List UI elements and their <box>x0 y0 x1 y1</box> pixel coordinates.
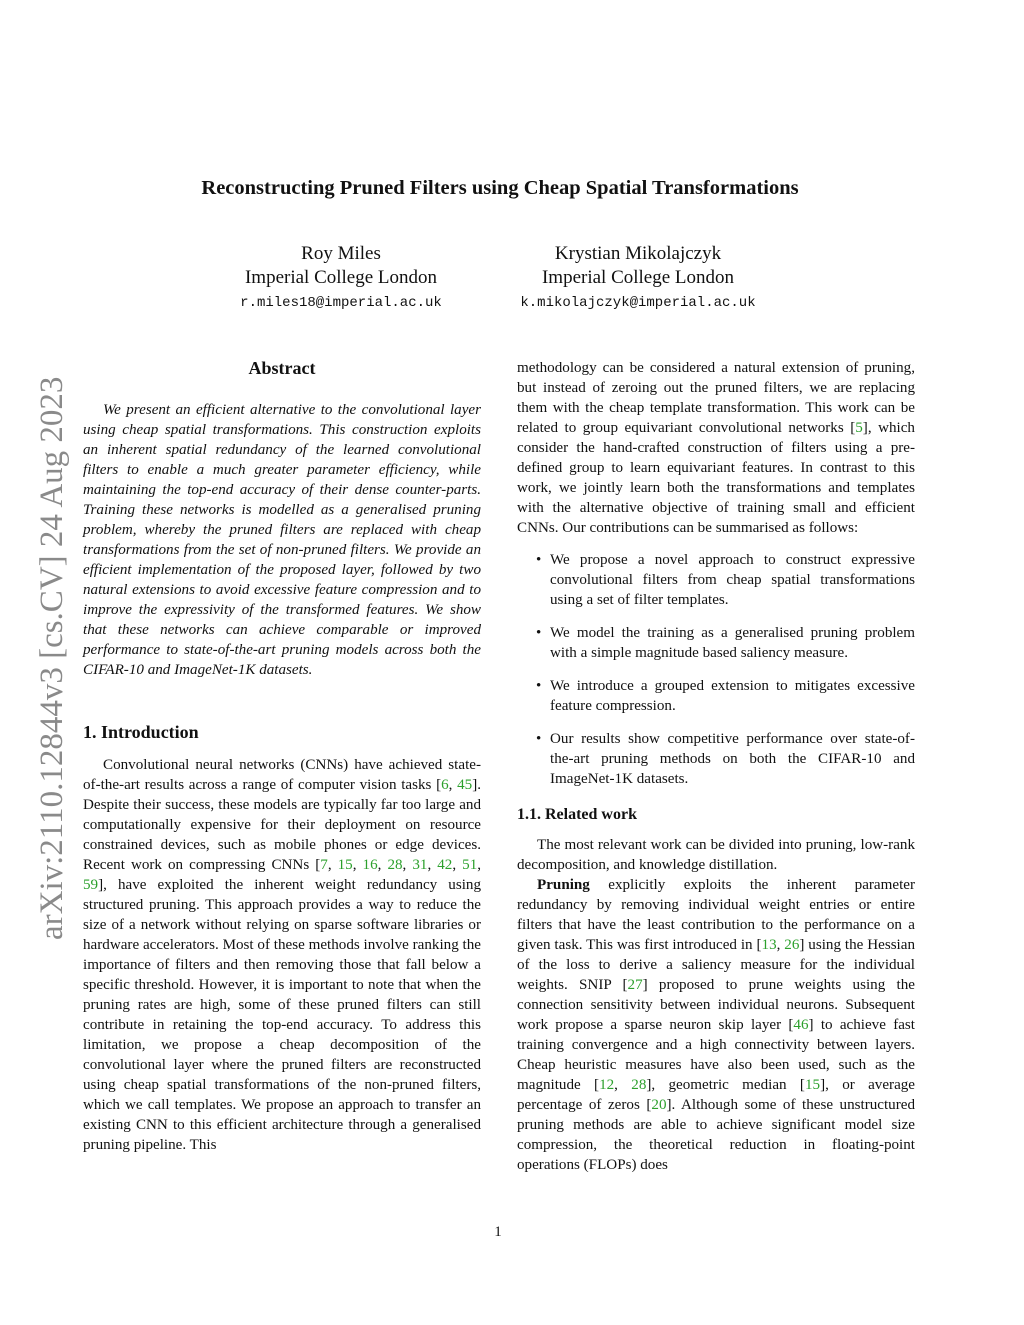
citation-link[interactable]: 27 <box>627 977 643 993</box>
citation-link[interactable]: 7 <box>320 857 328 873</box>
bullet-icon: • <box>536 625 542 641</box>
author-email: r.miles18@imperial.ac.uk <box>240 295 442 311</box>
citation-link[interactable]: 51 <box>462 857 478 873</box>
author-name: Roy Miles <box>301 243 381 264</box>
author-institution: Imperial College London <box>244 267 438 288</box>
right-column <box>517 358 915 1175</box>
citation-link[interactable]: 42 <box>437 857 453 873</box>
author-email: k.mikolajczyk@imperial.ac.uk <box>520 295 756 311</box>
citation-link[interactable]: 28 <box>631 1077 647 1093</box>
list-item: • We introduce a grouped extension to mitigates excessive feature compression. <box>536 678 915 714</box>
bullet-icon: • <box>536 552 542 568</box>
section-heading-introduction: 1. Introduction <box>83 722 199 742</box>
intro-continuation: methodology can be considered a natural extension of pruning, but instead of zeroing out the pruned filters, we are replacing them with the cheap template transformation. This work can be related to group equivariant convolutional networks [5], which consider the hand-crafted construction of filters using a pre-defined group to learn equivariant features. In contrast to this work, we jointly learn both the transformations and templates with the alternative objective of training small and efficient CNNs. Our contributions can be summarised as follows: <box>517 360 915 536</box>
list-item: • Our results show competitive performance over state-of-the-art pruning methods on both the CIFAR-10 and ImageNet-1K datasets. <box>536 731 915 787</box>
paper-title: Reconstructing Pruned Filters using Cheap Spatial Transformations <box>201 177 799 199</box>
author-institution: Imperial College London <box>541 267 735 288</box>
left-column <box>83 356 481 1155</box>
citation-link[interactable]: 28 <box>387 857 403 873</box>
citation-link[interactable]: 6 <box>441 777 449 793</box>
citation-link[interactable]: 5 <box>855 420 863 436</box>
intro-paragraph: Convolutional neural networks (CNNs) have achieved state-of-the-art results across a range of computer vision tasks [6, 45]. Despite their success, these models are typically far too large and computationally expensive for their deployment on resource constrained devices, such as mobile phones or edge devices. Recent work on compressing CNNs [7, 15, 16, 28, 31, 42, 51, 59], have exploited the inherent weight redundancy using structured pruning. This approach provides a way to reduce the size of a network without relying on sparse software libraries or hardware accelerators. Most of these methods involve ranking the importance of filters and then removing those that fall below a specific threshold. However, it is important to note that when the pruning rates are high, some of these pruned filters can still contribute in retaining the top-end accuracy. To address this limitation, we propose a cheap decomposition of the convolutional layer where the pruned filters are reconstructed using cheap spatial transformations of the non-pruned filters, which we call templates. We propose an approach to transfer an existing CNN to this efficient architecture through a generalised pruning pipeline. This <box>83 757 482 1153</box>
list-item: • We propose a novel approach to construct expressive convolutional filters from cheap spatial transformations using a set of filter templates. <box>536 552 915 608</box>
author-name: Krystian Mikolajczyk <box>554 243 722 264</box>
citation-link[interactable]: 16 <box>362 857 378 873</box>
list-item: • We model the training as a generalised pruning problem with a simple magnitude based saliency measure. <box>536 625 915 661</box>
abstract-heading: Abstract <box>248 358 316 378</box>
citation-link[interactable]: 31 <box>412 857 428 873</box>
pruning-paragraph: Pruning explicitly exploits the inherent parameter redundancy by removing individual weight entries or entire filters that have the least contribution to the performance on a given task. This was first introduced in [13, 26] using the Hessian of the loss to derive a saliency measure for the individual weights. SNIP [27] proposed to prune weights using the connection sensitivity between individual neurons. Subsequent work propose a sparse neuron skip layer [46] to achieve fast training convergence and a high connectivity between layers. Cheap heuristic measures have also been used, such as the magnitude [12, 28], geometric median [15], or average percentage of zeros [20]. Although some of these unstructured pruning methods are able to achieve significant model size compression, the theoretical reduction in floating-point operations (FLOPs) does <box>517 877 916 1173</box>
contributions-list <box>517 550 915 789</box>
citation-link[interactable]: 15 <box>337 857 353 873</box>
citation-link[interactable]: 26 <box>784 937 800 953</box>
citation-link[interactable]: 46 <box>793 1017 809 1033</box>
bullet-icon: • <box>536 678 542 694</box>
author-block-2 <box>497 242 779 314</box>
citation-link[interactable]: 13 <box>761 937 777 953</box>
citation-link[interactable]: 15 <box>804 1077 821 1093</box>
citation-link[interactable]: 20 <box>651 1097 667 1113</box>
related-work-paragraph: The most relevant work can be divided into pruning, low-rank decomposition, and knowledge distillation. <box>517 837 915 873</box>
arxiv-stamp: arXiv:2110.12844v3 [cs.CV] 24 Aug 2023 <box>34 376 70 940</box>
bullet-icon: • <box>536 731 542 747</box>
citation-link[interactable]: 59 <box>83 877 99 893</box>
citation-link[interactable]: 45 <box>457 777 473 793</box>
page-number: 1 <box>494 1224 502 1240</box>
author-block-1 <box>200 242 482 314</box>
citation-link[interactable]: 12 <box>599 1077 615 1093</box>
abstract-text: We present an efficient alternative to the convolutional layer using cheap spatial transformations. This construction exploits an inherent spatial redundancy of the learned convolutional filters to enable a much greater parameter efficiency, while maintaining the top-end accuracy of their dense counter-parts. Training these networks is modelled as a generalised pruning problem, whereby the pruned filters are replaced with cheap transformations from the set of non-pruned filters. We provide an efficient implementation of the proposed layer, followed by two natural extensions to avoid excessive feature compression and to improve the expressivity of the transformed features. We show that these networks can achieve comparable or improved performance to state-of-the-art pruning models across both the CIFAR-10 and ImageNet-1K datasets. <box>83 402 481 678</box>
subsection-heading-related-work: 1.1. Related work <box>517 806 637 823</box>
